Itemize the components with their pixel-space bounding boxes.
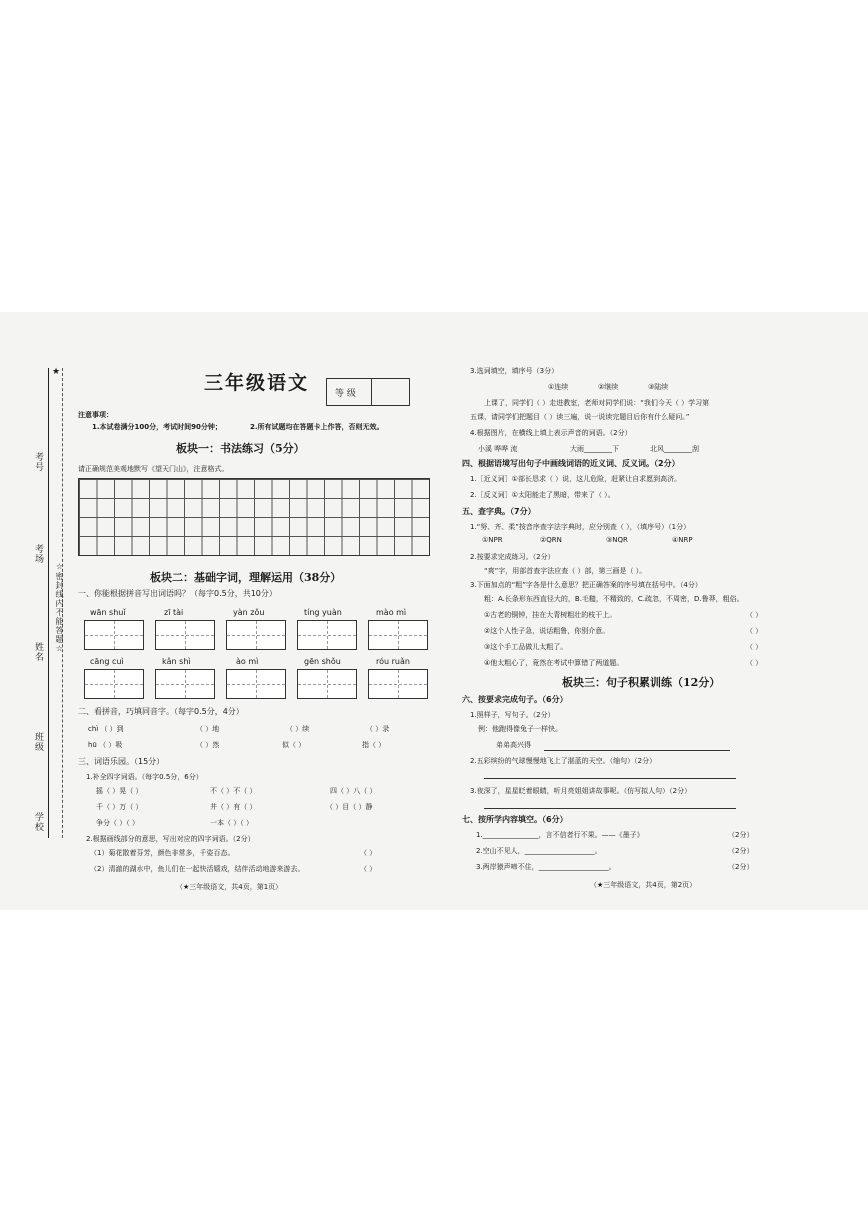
q6-1: 1.照样子，写句子。（2分） xyxy=(470,711,555,719)
q5-3-paren: （ ） xyxy=(746,659,763,667)
q6-3: 3.夜深了，星星眨着眼睛，听月亮姐姐讲故事呢。（仿写拟人句）（2分） xyxy=(470,787,692,795)
tianzige-box[interactable] xyxy=(84,669,144,699)
q3-item: 不（ ）不（ ） xyxy=(210,787,257,795)
notice-2: 2.所有试题均在答题卡上作答，否则无效。 xyxy=(250,423,384,431)
notice-title: 注意事项： xyxy=(78,411,113,419)
pinyin-label: cāng cuì xyxy=(90,657,124,666)
page-footer-left: （★三年级语文，共4页，第1页） xyxy=(176,883,283,891)
calligraphy-grid[interactable] xyxy=(78,478,430,556)
section1-instruction: 请正确规范美观地默写《望天门山》，注意格式。 xyxy=(78,465,229,473)
binding-label-kaochang: 考场 xyxy=(33,544,43,564)
q7-title: 七、按所学内容填空。（6分） xyxy=(462,815,568,824)
q3-2a-paren: （ ） xyxy=(360,849,377,857)
tianzige-box[interactable] xyxy=(297,669,357,699)
q7-score: （2分） xyxy=(728,831,754,839)
q3-item: 争分（ ）（ ） xyxy=(96,819,139,827)
q4-title: 四、根据语境写出句子中画线词语的近义词、反义词。（2分） xyxy=(462,459,680,468)
pinyin-label: ào mì xyxy=(236,657,259,666)
pinyin-label: kǎn shì xyxy=(162,657,191,666)
q3-1-title: 1.补全四字词语。（每字0.5分，6分） xyxy=(86,773,203,781)
q3-4-item: 大雨________下 xyxy=(570,445,619,453)
q5-1-option: ①NPR xyxy=(482,536,503,544)
pinyin-label: róu ruǎn xyxy=(376,657,410,666)
q3-item: 四（ ）八（ ） xyxy=(330,787,377,795)
tianzige-box[interactable] xyxy=(155,620,215,650)
q2-title: 二、看拼音，巧填同音字。（每字0.5分，4分） xyxy=(78,707,244,716)
page-footer-right: （★三年级语文，共4页，第2页） xyxy=(590,881,697,889)
tianzige-box[interactable] xyxy=(84,620,144,650)
binding-line-left xyxy=(48,368,49,838)
q3-2b: （2）清澈的湖水中，鱼儿们在一起快活嬉戏，结伴活动地游来游去。 xyxy=(90,865,305,873)
q3-3-title: 3.选词填空，填序号（3分） xyxy=(470,367,559,375)
q4-2: 2.［反义词］①太阳能走了黑暗，带来了（ ）。 xyxy=(470,491,615,499)
q5-3-item: ②这个人性子急，说话粗鲁，你别介意。 xyxy=(484,627,610,635)
q5-3: 3.下面加点的“粗”字各是什么意思？把正确答案的序号填在括号中。（4分） xyxy=(470,581,702,589)
q5-3-paren: （ ） xyxy=(746,627,763,635)
pinyin-label: wān shuǐ xyxy=(90,608,126,617)
q5-1: 1.“努、齐、柔”按音序查字法字典时，应分别查（ ），（填序号）（1分） xyxy=(470,523,691,531)
pinyin-label: gēn shǒu xyxy=(304,657,341,666)
grade-box-divider xyxy=(371,379,372,405)
q3-3-text: 上课了，同学们（ ）走进教室，老师对同学们说：“我们今天（ ）学习第 xyxy=(484,399,710,407)
answer-line[interactable] xyxy=(484,808,736,809)
q3-item: 井（ ）有（ ） xyxy=(210,803,257,811)
q5-3-item: ④他太粗心了，竟然在考试中算错了两道题。 xyxy=(484,659,624,667)
q3-3-option: ③陆续 xyxy=(648,383,669,391)
q2-item: 指（ ） xyxy=(362,741,386,749)
q5-3-item: ③这个手工品做儿太粗了。 xyxy=(484,643,568,651)
q3-3-text: 五课，请同学们把题目（ ）读三遍，说一说读完题目后你有什么疑问。” xyxy=(470,413,690,421)
q2-item: （ ）地 xyxy=(196,725,220,733)
exam-sheet xyxy=(0,312,868,910)
q5-2: 2.按要求完成练习。（2分） xyxy=(470,553,555,561)
q5-3-definition: 粗：A.长条形东西直径大的，B.毛糙，不精致的，C.疏忽，不周密，D.鲁莽，粗俗。 xyxy=(484,595,744,603)
binding-warning: ☆密封线内不能答题☆ xyxy=(55,562,64,654)
q2-item: hū （ ）吸 xyxy=(88,741,123,749)
binding-label-xuexiao: 学校 xyxy=(33,812,43,832)
notice-1: 1.本试卷满分100分，考试时间90分钟； xyxy=(92,423,222,431)
q5-3-paren: （ ） xyxy=(746,643,763,651)
q2-item: （ ）然 xyxy=(196,741,220,749)
q6-2: 2.五彩缤纷的气球慢慢地飞上了湛蓝的天空。（缩句）（2分） xyxy=(470,757,657,765)
answer-line[interactable] xyxy=(484,778,736,779)
q1-title: 一、你能根据拼音写出词语吗？（每字0.5分，共10分） xyxy=(78,589,277,598)
q3-item: 摇（ ）晃（ ） xyxy=(96,787,143,795)
section3-title: 板块三：句子积累训练（12分） xyxy=(562,676,721,689)
q3-3-option: ②继续 xyxy=(598,383,619,391)
q5-2-text: “爽”字，用部首查字法应查（ ）部，第三画是（ ）。 xyxy=(484,567,647,575)
section2-title: 板块二：基础字词，理解运用（38分） xyxy=(150,571,342,584)
q7-score: （2分） xyxy=(728,863,754,871)
q3-2a: （1）菊花散着芬芳，颜色非常多，千姿百态。 xyxy=(90,849,235,857)
q7-3: 3.两岸猿声啼不住，____________________。 xyxy=(476,863,616,871)
q6-1-prompt: 弟弟高兴得 xyxy=(496,741,531,749)
q3-2-title: 2.根据画线部分的意思，写出对应的四字词语。（2分） xyxy=(86,835,255,843)
q5-1-option: ④NRP xyxy=(672,536,693,544)
q3-2b-paren: （ ） xyxy=(360,865,377,873)
pinyin-label: yàn zǒu xyxy=(233,608,265,617)
tianzige-box[interactable] xyxy=(226,620,286,650)
q3-4-title: 4.根据图片，在横线上填上表示声音的词语。（2分） xyxy=(470,429,632,437)
grade-label: 等 级 xyxy=(335,389,356,399)
q2-item: （ ）录 xyxy=(366,725,390,733)
q3-3-option: ①连续 xyxy=(548,383,569,391)
tianzige-box[interactable] xyxy=(226,669,286,699)
q5-3-paren: （ ） xyxy=(746,611,763,619)
tianzige-box[interactable] xyxy=(297,620,357,650)
q6-title: 六、按要求完成句子。（6分） xyxy=(462,695,568,704)
q2-item: 似（ ） xyxy=(282,741,306,749)
q3-item: 千（ ）万（ ） xyxy=(96,803,143,811)
q3-4-item: 小溪 哗哗 流 xyxy=(478,445,518,453)
tianzige-box[interactable] xyxy=(368,669,428,699)
q7-2: 2.空山不见人，____________________。 xyxy=(476,847,602,855)
q7-1: 1.________________，言不信者行不果。——《墨子》 xyxy=(476,831,644,839)
q5-3-item: ①古老的铜钟，挂在大青树粗壮的枝干上。 xyxy=(484,611,617,619)
answer-line[interactable] xyxy=(544,750,730,751)
pinyin-label: zī tài xyxy=(164,608,184,617)
q2-item: chì （ ）到 xyxy=(88,725,124,733)
q7-score: （2分） xyxy=(728,847,754,855)
q3-item: 一本（ ）（ ） xyxy=(210,819,253,827)
q6-1-example: 例：他跑得像兔子一样快。 xyxy=(478,725,562,733)
pinyin-label: mào mì xyxy=(376,608,407,617)
q5-title: 五、查字典。（7分） xyxy=(462,507,536,516)
exam-title: 三年级语文 xyxy=(204,372,310,394)
q3-item: （ ）目（ ）静 xyxy=(326,803,373,811)
binding-label-xingming: 姓名 xyxy=(33,642,43,662)
q5-1-option: ③NQR xyxy=(606,536,628,544)
binding-label-banji: 班级 xyxy=(33,732,43,752)
grade-box xyxy=(326,378,410,406)
tianzige-box[interactable] xyxy=(368,620,428,650)
q5-1-option: ②QRN xyxy=(540,536,562,544)
binding-star: ★ xyxy=(52,367,61,377)
pinyin-label: tíng yuàn xyxy=(304,608,342,617)
q2-item: （ ）续 xyxy=(286,725,310,733)
q4-1: 1.［近义词］①部长恳求（ ）说，这儿危险，赶紧让自求愿到高济。 xyxy=(470,475,682,483)
binding-label-kaohao: 考号 xyxy=(33,452,43,472)
q3-4-item: 北风________刮 xyxy=(650,445,699,453)
tianzige-box[interactable] xyxy=(155,669,215,699)
section1-title: 板块一：书法练习（5分） xyxy=(176,442,305,455)
q3-title: 三、词语乐园。（15分） xyxy=(78,757,165,766)
